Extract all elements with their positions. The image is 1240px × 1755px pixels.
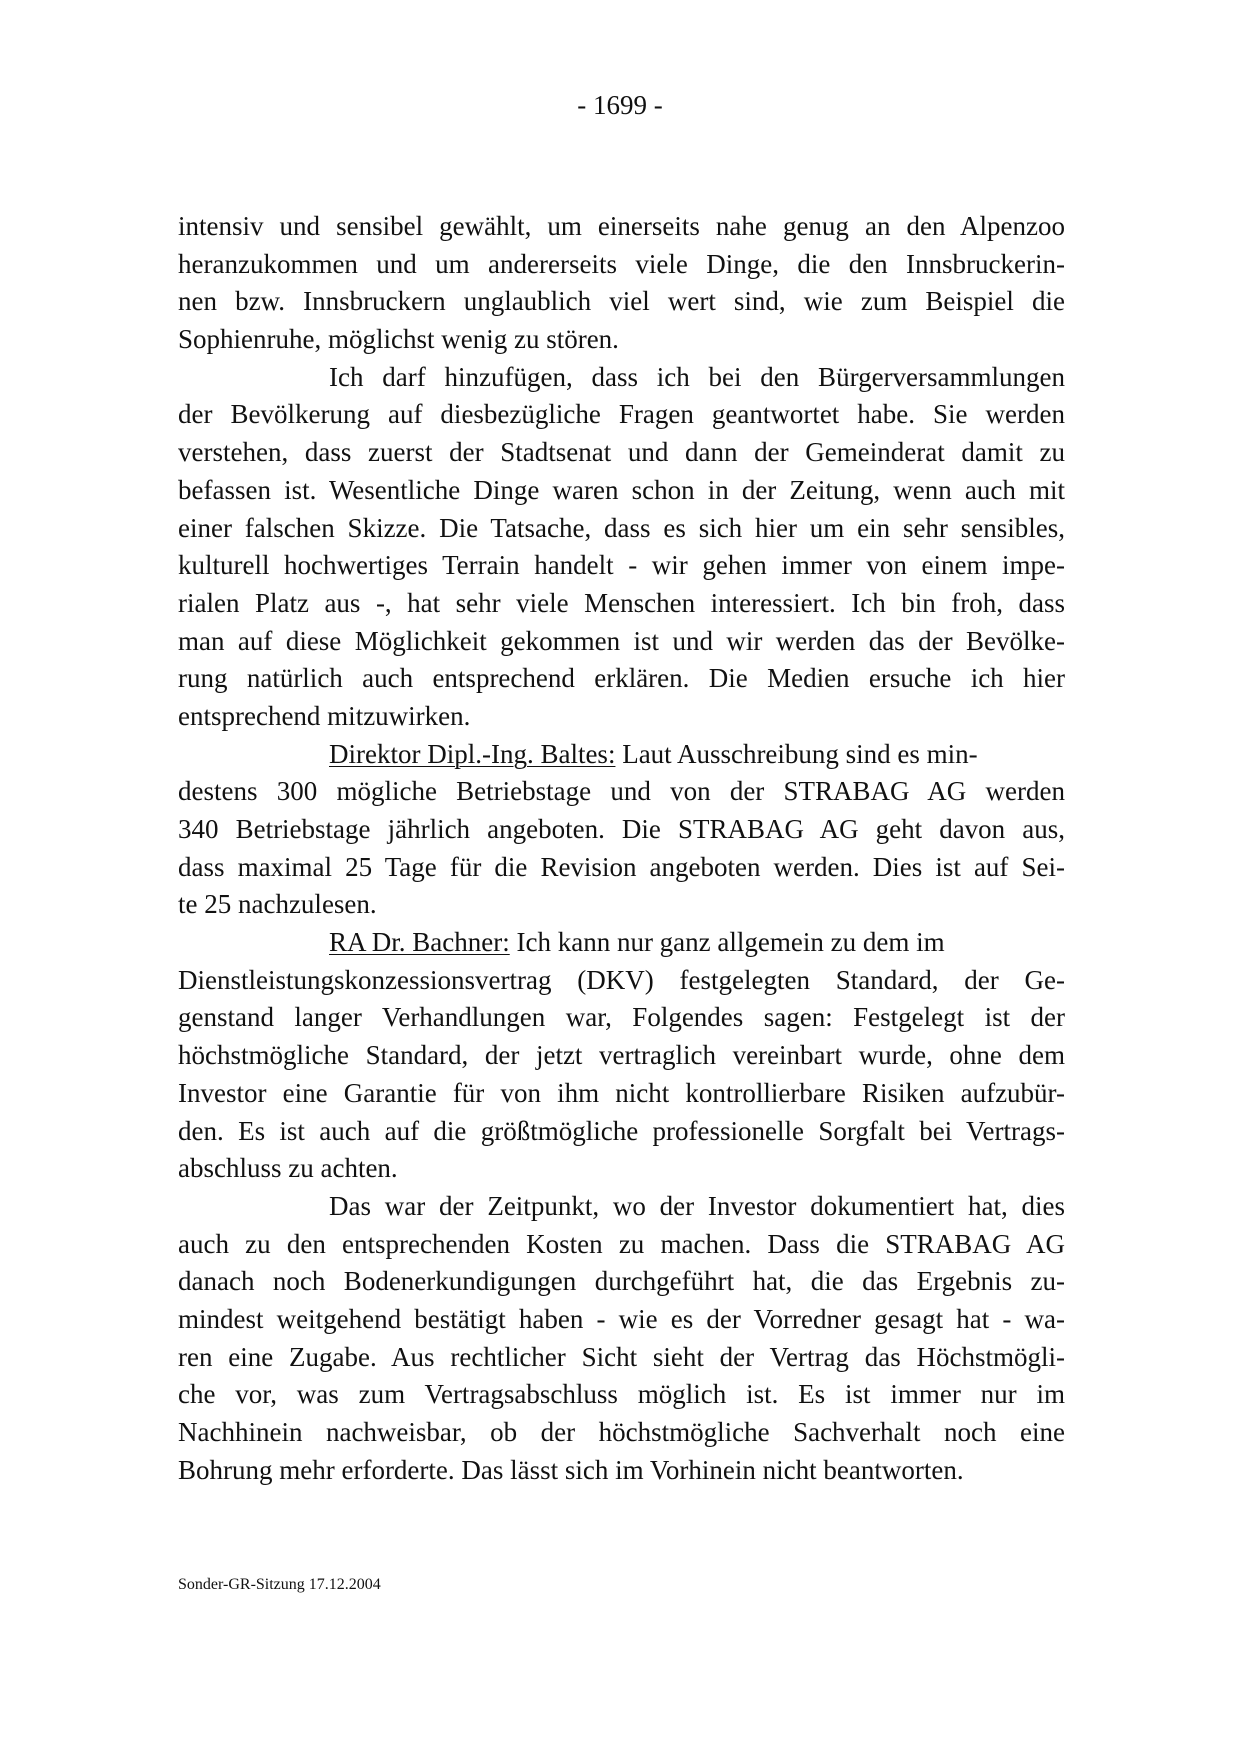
text-line xyxy=(178,547,1065,585)
line-text: man auf diese Möglichkeit gekommen ist und wir werden das der Bevölke- xyxy=(178,625,1065,656)
line-text: befassen ist. Wesentliche Dinge waren schon in der Zeitung, wenn auch mit xyxy=(178,474,1065,505)
text-line xyxy=(178,924,1065,962)
text-line xyxy=(178,585,1065,623)
line-text: einer falschen Skizze. Die Tatsache, dass es sich hier um ein sehr sensibles, xyxy=(178,512,1065,543)
text-line xyxy=(178,510,1065,548)
text-line xyxy=(178,1226,1065,1264)
text-line xyxy=(178,1452,1065,1490)
text-line xyxy=(178,1301,1065,1339)
speaker-name: Direktor Dipl.-Ing. Baltes: xyxy=(329,738,616,769)
line-text: dass maximal 25 Tage für die Revision angeboten werden. Dies ist auf Sei- xyxy=(178,851,1065,882)
text-line xyxy=(178,396,1065,434)
text-line xyxy=(178,1339,1065,1377)
text-line xyxy=(178,660,1065,698)
text-line xyxy=(178,434,1065,472)
text-line xyxy=(178,962,1065,1000)
line-text: rialen Platz aus -, hat sehr viele Menschen interessiert. Ich bin froh, dass xyxy=(178,587,1065,618)
text-line xyxy=(178,1113,1065,1151)
line-text: Ich darf hinzufügen, dass ich bei den Bürgerversammlungen xyxy=(329,361,1065,392)
line-text: den. Es ist auch auf die größtmögliche professionelle Sorgfalt bei Vertrags- xyxy=(178,1115,1065,1146)
line-text: entsprechend mitzuwirken. xyxy=(178,700,471,731)
text-line xyxy=(178,623,1065,661)
line-text: che vor, was zum Vertragsabschluss möglich ist. Es ist immer nur im xyxy=(178,1379,1065,1410)
line-text: 340 Betriebstage jährlich angeboten. Die STRABAG AG geht davon aus, xyxy=(178,814,1065,844)
line-text: Dienstleistungskonzessionsvertrag (DKV) festgelegten Standard, der Ge- xyxy=(178,964,1065,995)
line-text: nen bzw. Innsbruckern unglaublich viel wert sind, wie zum Beispiel die xyxy=(178,286,1065,317)
line-text: destens 300 mögliche Betriebstage und von der STRABAG AG werden xyxy=(178,776,1065,807)
text-line xyxy=(178,1188,1065,1226)
text-line xyxy=(178,1075,1065,1113)
body-text xyxy=(178,208,1065,1489)
text-line xyxy=(178,886,1065,924)
line-text: Investor eine Garantie für von ihm nicht kontrollierbare Risiken aufzubür- xyxy=(178,1077,1065,1108)
text-line xyxy=(178,1414,1065,1452)
line-text: kulturell hochwertiges Terrain handelt - wir gehen immer von einem impe- xyxy=(178,550,1065,581)
text-line xyxy=(178,1150,1065,1188)
speaker-name: RA Dr. Bachner: xyxy=(329,927,510,958)
line-text: rung natürlich auch entsprechend erklären. Die Medien ersuche ich hier xyxy=(178,663,1065,694)
text-line xyxy=(178,321,1065,359)
line-text: abschluss zu achten. xyxy=(178,1153,398,1184)
line-text: auch zu den entsprechenden Kosten zu machen. Dass die STRABAG AG xyxy=(178,1228,1065,1259)
text-line xyxy=(178,736,1065,774)
line-text: der Bevölkerung auf diesbezügliche Fragen geantwortet habe. Sie werden xyxy=(178,399,1065,430)
text-line xyxy=(178,1263,1065,1301)
line-text: höchstmögliche Standard, der jetzt vertraglich vereinbart wurde, ohne dem xyxy=(178,1040,1065,1071)
footer: Sonder-GR-Sitzung 17.12.2004 xyxy=(178,1576,381,1593)
line-text: intensiv und sensibel gewählt, um einerseits nahe genug an den Alpenzoo xyxy=(178,211,1065,241)
text-line xyxy=(178,283,1065,321)
text-line xyxy=(178,246,1065,284)
text-line xyxy=(178,1037,1065,1075)
text-line xyxy=(178,472,1065,510)
text-line xyxy=(178,811,1065,849)
line-text: verstehen, dass zuerst der Stadtsenat und dann der Gemeinderat damit zu xyxy=(178,437,1065,468)
line-text: danach noch Bodenerkundigungen durchgeführt hat, die das Ergebnis zu- xyxy=(178,1266,1065,1297)
text-line xyxy=(178,849,1065,887)
text-line xyxy=(178,1376,1065,1414)
line-text: te 25 nachzulesen. xyxy=(178,889,377,920)
line-text: Nachhinein nachweisbar, ob der höchstmögliche Sachverhalt noch eine xyxy=(178,1417,1065,1447)
text-line xyxy=(178,698,1065,736)
text-line xyxy=(178,208,1065,246)
line-text: Ich kann nur ganz allgemein zu dem im xyxy=(509,927,945,958)
line-text: Bohrung mehr erforderte. Das lässt sich im Vorhinein nicht beantworten. xyxy=(178,1454,964,1485)
text-line xyxy=(178,359,1065,397)
line-text: mindest weitgehend bestätigt haben - wie es der Vorredner gesagt hat - wa- xyxy=(178,1303,1065,1334)
page-number: - 1699 - xyxy=(577,90,663,120)
line-text: ren eine Zugabe. Aus rechtlicher Sicht sieht der Vertrag das Höchstmögli- xyxy=(178,1341,1065,1372)
line-text: heranzukommen und um andererseits viele Dinge, die den Innsbruckerin- xyxy=(178,248,1065,279)
line-text: Sophienruhe, möglichst wenig zu stören. xyxy=(178,324,619,355)
line-text: Das war der Zeitpunkt, wo der Investor dokumentiert hat, dies xyxy=(329,1190,1065,1221)
text-line xyxy=(178,773,1065,811)
line-text: genstand langer Verhandlungen war, Folgendes sagen: Festgelegt ist der xyxy=(178,1002,1065,1033)
text-line xyxy=(178,999,1065,1037)
line-text: Laut Ausschreibung sind es min- xyxy=(615,738,978,769)
